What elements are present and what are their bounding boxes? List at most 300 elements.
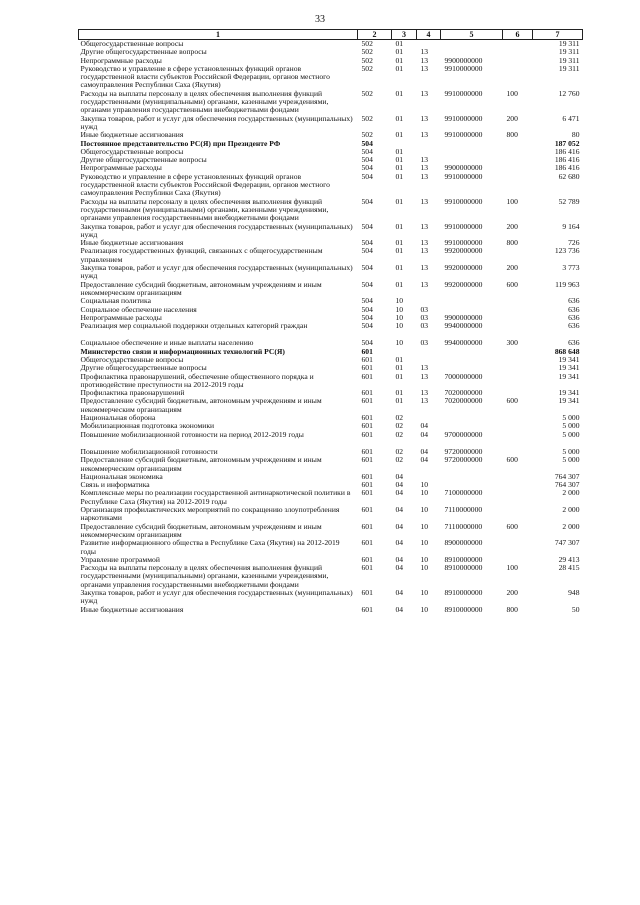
row-target-article xyxy=(441,48,503,56)
row-amount: 2 000 xyxy=(562,522,580,531)
row-target-article xyxy=(441,414,503,422)
row-name: Общегосударственные вопросы xyxy=(80,147,184,156)
row-expense-type xyxy=(503,489,533,506)
row-amount: 636 xyxy=(568,313,580,322)
row-subsection-2: 10 xyxy=(420,539,429,548)
row-name: Другие общегосударственные вопросы xyxy=(80,156,207,165)
row-subsection-2: 10 xyxy=(420,506,429,515)
table-row xyxy=(79,156,583,164)
row-target-article xyxy=(441,356,503,364)
row-section: 601 xyxy=(361,589,373,597)
row-section: 504 xyxy=(361,264,373,273)
row-section: 504 xyxy=(361,139,373,148)
row-target-article: 7100000000 xyxy=(444,489,483,498)
table-row xyxy=(79,414,583,422)
row-target-article: 8910000000 xyxy=(444,564,483,573)
row-subsection: 02 xyxy=(395,422,404,431)
row-subsection-2: 13 xyxy=(420,239,429,248)
row-amount: 186 416 xyxy=(554,156,580,165)
row-subsection-2: 03 xyxy=(420,338,429,348)
row-target-article: 7110000000 xyxy=(444,522,483,531)
row-section: 601 xyxy=(361,364,373,373)
row-target-article: 9900000000 xyxy=(444,56,483,65)
row-amount: 19 341 xyxy=(558,355,580,364)
row-target-article xyxy=(441,348,503,356)
row-target-article: 9900000000 xyxy=(444,313,483,322)
header-col-1: 1 xyxy=(79,30,358,40)
row-amount: 636 xyxy=(568,305,580,314)
row-section: 504 xyxy=(361,280,373,289)
row-name: Организация профилактических мероприятий по сокращению злоупотребления наркотиками xyxy=(80,506,340,523)
row-section: 504 xyxy=(361,338,373,348)
row-expense-type xyxy=(503,389,533,397)
row-expense-type xyxy=(503,473,533,481)
row-amount: 636 xyxy=(568,338,580,348)
row-expense-type: 600 xyxy=(506,456,518,465)
table-row xyxy=(79,40,583,49)
table-row xyxy=(79,131,583,139)
row-expense-type xyxy=(503,173,533,198)
row-subsection: 01 xyxy=(395,147,404,156)
row-expense-type xyxy=(503,306,533,314)
row-amount: 28 415 xyxy=(558,564,580,573)
row-target-article xyxy=(441,422,503,430)
row-subsection: 01 xyxy=(395,239,404,248)
row-subsection: 02 xyxy=(395,456,404,465)
row-expense-type: 800 xyxy=(506,605,518,614)
row-section: 502 xyxy=(361,39,373,48)
row-subsection: 04 xyxy=(395,589,404,597)
row-subsection: 01 xyxy=(395,372,404,381)
row-expense-type xyxy=(503,506,533,523)
row-subsection: 01 xyxy=(395,197,404,206)
table-row xyxy=(79,90,583,115)
table-row xyxy=(79,589,583,606)
row-subsection: 04 xyxy=(395,564,404,573)
table-row xyxy=(79,539,583,556)
row-target-article: 9910000000 xyxy=(444,131,483,140)
row-subsection xyxy=(392,140,417,148)
row-name: Реализация мер социальной поддержки отдельных категорий граждан xyxy=(80,322,308,331)
row-name: Комплексные меры по реализации государственной антинаркотической политики в Республике Саха (Якутия) на 2012-2019 годы xyxy=(80,489,351,506)
row-subsection: 01 xyxy=(395,355,404,364)
row-subsection: 04 xyxy=(395,489,404,498)
row-amount: 80 xyxy=(571,131,580,140)
table-row xyxy=(79,397,583,414)
row-target-article: 8910000000 xyxy=(444,589,483,597)
row-expense-type xyxy=(503,247,533,264)
row-amount: 187 052 xyxy=(554,139,580,148)
row-name: Непрограммные расходы xyxy=(80,56,162,65)
table-row xyxy=(79,314,583,322)
row-subsection-2 xyxy=(417,40,441,49)
row-subsection-2: 13 xyxy=(420,197,429,206)
row-target-article: 8910000000 xyxy=(444,605,483,614)
row-expense-type xyxy=(503,48,533,56)
header-row xyxy=(79,30,583,40)
row-target-article: 9910000000 xyxy=(444,222,483,231)
row-subsection: 01 xyxy=(395,156,404,165)
table-row xyxy=(79,422,583,430)
table-row xyxy=(79,348,583,356)
row-expense-type xyxy=(503,439,533,456)
table-row xyxy=(79,140,583,148)
row-section: 504 xyxy=(361,297,373,306)
row-subsection: 01 xyxy=(395,39,404,48)
table-row xyxy=(79,239,583,247)
row-target-article: 9700000000 xyxy=(444,430,483,439)
row-name: Социальная политика xyxy=(80,297,151,306)
row-subsection-2 xyxy=(417,148,441,156)
row-name: Общегосударственные вопросы xyxy=(80,355,184,364)
row-section: 601 xyxy=(361,446,373,456)
row-target-article: 9940000000 xyxy=(444,322,483,331)
row-subsection: 10 xyxy=(395,305,404,314)
row-section: 601 xyxy=(361,456,373,465)
row-target-article: 9920000000 xyxy=(444,247,483,256)
row-subsection-2: 13 xyxy=(420,64,429,73)
row-expense-type xyxy=(503,373,533,390)
table-row xyxy=(79,148,583,156)
row-section: 601 xyxy=(361,397,373,406)
row-section: 504 xyxy=(361,313,373,322)
row-expense-type: 800 xyxy=(506,131,518,140)
row-name: Национальная экономика xyxy=(80,472,163,481)
row-expense-type: 800 xyxy=(506,239,518,248)
row-amount: 3 773 xyxy=(562,264,580,273)
row-expense-type xyxy=(503,348,533,356)
row-subsection-2: 13 xyxy=(420,397,429,406)
row-amount: 868 648 xyxy=(554,347,580,356)
row-subsection-2: 03 xyxy=(420,305,429,314)
row-expense-type xyxy=(503,556,533,564)
row-expense-type xyxy=(503,140,533,148)
row-subsection: 01 xyxy=(395,64,404,73)
row-amount: 747 307 xyxy=(554,539,580,548)
row-target-article: 9920000000 xyxy=(444,280,483,289)
table-row xyxy=(79,65,583,90)
row-amount: 5 000 xyxy=(562,414,580,423)
row-subsection-2: 03 xyxy=(420,313,429,322)
row-amount: 9 164 xyxy=(562,222,580,231)
row-subsection-2: 10 xyxy=(420,489,429,498)
row-section: 601 xyxy=(361,472,373,481)
header-col-7: 7 xyxy=(533,30,583,40)
row-target-article: 9910000000 xyxy=(444,89,483,98)
row-target-article: 9720000000 xyxy=(444,446,483,456)
row-expense-type xyxy=(503,414,533,422)
row-amount: 6 471 xyxy=(562,114,580,123)
row-expense-type xyxy=(503,148,533,156)
row-name: Общегосударственные вопросы xyxy=(80,39,184,48)
row-target-article xyxy=(441,473,503,481)
row-expense-type xyxy=(503,364,533,372)
table-row xyxy=(79,431,583,439)
row-subsection: 02 xyxy=(395,414,404,423)
row-expense-type xyxy=(503,40,533,49)
row-amount: 19 341 xyxy=(558,364,580,373)
row-subsection-2: 13 xyxy=(420,364,429,373)
row-name: Руководство и управление в сфере установленных функций органов государственной власти субъектов Российской Федерации, органов местного самоуправления Республики Саха (Якутия) xyxy=(80,64,330,90)
table-row xyxy=(79,164,583,172)
row-section: 504 xyxy=(361,164,373,173)
row-amount: 19 311 xyxy=(558,48,580,57)
row-target-article xyxy=(441,306,503,314)
row-subsection-2 xyxy=(417,414,441,422)
row-target-article: 9910000000 xyxy=(444,64,483,73)
table-row xyxy=(79,489,583,506)
row-target-article: 7020000000 xyxy=(444,397,483,406)
table-row xyxy=(79,247,583,264)
row-target-article: 9940000000 xyxy=(444,338,483,348)
row-subsection-2: 03 xyxy=(420,322,429,331)
row-subsection-2: 13 xyxy=(420,164,429,173)
row-name: Министерство связи и информационных технологий РС(Я) xyxy=(80,347,285,356)
row-name: Другие общегосударственные вопросы xyxy=(80,364,207,373)
row-expense-type: 100 xyxy=(506,89,518,98)
row-subsection: 01 xyxy=(395,89,404,98)
row-section: 502 xyxy=(361,48,373,57)
row-section: 601 xyxy=(361,489,373,498)
row-name: Расходы на выплаты персоналу в целях обеспечения выполнения функций государственными (муниципальными) органами, казенными учреждениями, органами управления государственными внебюджетными фондами xyxy=(80,197,329,223)
row-subsection: 02 xyxy=(395,446,404,456)
row-subsection-2: 10 xyxy=(420,555,429,564)
row-amount: 726 xyxy=(568,239,580,248)
row-target-article: 9910000000 xyxy=(444,239,483,248)
budget-table xyxy=(78,29,583,614)
row-amount: 19 341 xyxy=(558,372,580,381)
row-target-article xyxy=(441,297,503,305)
row-target-article: 9910000000 xyxy=(444,197,483,206)
row-name: Иные бюджетные ассигнования xyxy=(80,131,184,140)
row-target-article xyxy=(441,156,503,164)
row-amount: 764 307 xyxy=(554,481,580,490)
row-target-article xyxy=(441,481,503,489)
row-amount: 19 341 xyxy=(558,389,580,398)
row-name: Предоставление субсидий бюджетным, автономным учреждениям и иным некоммерческим организациям xyxy=(80,456,322,473)
header-col-4: 4 xyxy=(417,30,441,40)
row-section: 502 xyxy=(361,114,373,123)
row-section: 502 xyxy=(361,56,373,65)
row-name: Закупка товаров, работ и услуг для обеспечения государственных (муниципальных) нужд xyxy=(80,222,353,239)
row-name: Закупка товаров, работ и услуг для обеспечения государственных (муниципальных) нужд xyxy=(80,114,353,131)
row-target-article: 9920000000 xyxy=(444,264,483,273)
table-row xyxy=(79,389,583,397)
row-subsection-2: 10 xyxy=(420,564,429,573)
row-name: Предоставление субсидий бюджетным, автономным учреждениям и иным некоммерческим организациям xyxy=(80,397,322,414)
table-row xyxy=(79,48,583,56)
row-name: Непрограммные расходы xyxy=(80,164,162,173)
table-row xyxy=(79,57,583,65)
row-subsection-2: 13 xyxy=(420,56,429,65)
row-amount: 19 311 xyxy=(558,56,580,65)
row-subsection: 01 xyxy=(395,247,404,256)
row-section: 504 xyxy=(361,322,373,331)
header-col-3: 3 xyxy=(392,30,417,40)
row-subsection-2: 13 xyxy=(420,114,429,123)
row-subsection: 04 xyxy=(395,539,404,548)
row-expense-type: 200 xyxy=(506,264,518,273)
row-subsection-2: 13 xyxy=(420,48,429,57)
row-amount: 186 416 xyxy=(554,147,580,156)
table-row xyxy=(79,373,583,390)
row-expense-type xyxy=(503,65,533,90)
row-name: Социальное обеспечение населения xyxy=(80,305,197,314)
row-subsection-2: 13 xyxy=(420,372,429,381)
row-section: 601 xyxy=(361,522,373,531)
row-amount: 5 000 xyxy=(562,446,580,456)
row-section: 504 xyxy=(361,247,373,256)
row-name: Закупка товаров, работ и услуг для обеспечения государственных (муниципальных) нужд xyxy=(80,264,353,281)
table-row xyxy=(79,297,583,305)
row-section: 601 xyxy=(361,372,373,381)
row-expense-type: 600 xyxy=(506,522,518,531)
row-subsection: 10 xyxy=(395,297,404,306)
row-expense-type xyxy=(503,156,533,164)
row-target-article: 8900000000 xyxy=(444,539,483,548)
row-section: 601 xyxy=(361,430,373,439)
table-row xyxy=(79,439,583,456)
row-subsection-2: 13 xyxy=(420,280,429,289)
table-row xyxy=(79,481,583,489)
row-section: 502 xyxy=(361,131,373,140)
row-target-article xyxy=(441,364,503,372)
row-expense-type xyxy=(503,356,533,364)
row-name: Непрограммные расходы xyxy=(80,313,162,322)
row-subsection: 01 xyxy=(395,364,404,373)
row-amount: 52 789 xyxy=(558,197,580,206)
row-subsection-2 xyxy=(417,473,441,481)
row-section: 502 xyxy=(361,64,373,73)
row-amount: 123 736 xyxy=(554,247,580,256)
row-subsection-2: 13 xyxy=(420,131,429,140)
row-target-article xyxy=(441,140,503,148)
row-section: 601 xyxy=(361,506,373,515)
row-amount: 50 xyxy=(571,605,580,614)
row-subsection-2: 13 xyxy=(420,172,429,181)
row-target-article: 7000000000 xyxy=(444,372,483,381)
table-row xyxy=(79,364,583,372)
row-subsection xyxy=(392,348,417,356)
row-subsection-2 xyxy=(417,140,441,148)
row-target-article: 9910000000 xyxy=(444,114,483,123)
table-row xyxy=(79,556,583,564)
row-amount: 119 963 xyxy=(555,280,580,289)
row-expense-type xyxy=(503,297,533,305)
row-subsection-2: 10 xyxy=(420,481,429,490)
row-subsection: 01 xyxy=(395,56,404,65)
table-row xyxy=(79,223,583,240)
row-subsection-2: 04 xyxy=(420,422,429,431)
row-section: 504 xyxy=(361,147,373,156)
table-row xyxy=(79,198,583,223)
row-subsection-2: 13 xyxy=(420,389,429,398)
table-row xyxy=(79,322,583,330)
row-name: Иные бюджетные ассигнования xyxy=(80,605,184,614)
row-subsection-2: 13 xyxy=(420,264,429,273)
row-section: 504 xyxy=(361,197,373,206)
header-col-5: 5 xyxy=(441,30,503,40)
row-name: Повышение мобилизационной готовности на период 2012-2019 годы xyxy=(80,430,304,439)
row-target-article xyxy=(441,148,503,156)
row-name: Социальное обеспечение и иные выплаты населению xyxy=(80,338,254,348)
row-amount: 186 416 xyxy=(554,164,580,173)
row-name: Развитие информационного общества в Республике Саха (Якутия) на 2012-2019 годы xyxy=(80,539,340,556)
row-expense-type: 100 xyxy=(506,564,518,573)
row-name: Мобилизационная подготовка экономики xyxy=(80,422,215,431)
row-subsection: 01 xyxy=(395,48,404,57)
row-name: Профилактика правонарушений, обеспечение общественного порядка и противодействие преступности на 2012-2019 годы xyxy=(80,372,314,389)
table-row xyxy=(79,264,583,281)
row-subsection-2 xyxy=(417,356,441,364)
row-name: Закупка товаров, работ и услуг для обеспечения государственных (муниципальных) нужд xyxy=(80,589,353,606)
row-target-article: 9910000000 xyxy=(444,172,483,181)
row-amount: 19 311 xyxy=(558,39,580,48)
row-name: Другие общегосударственные вопросы xyxy=(80,48,207,57)
row-subsection-2: 10 xyxy=(420,589,429,597)
row-subsection: 10 xyxy=(395,313,404,322)
page-number: 33 xyxy=(315,14,325,25)
row-amount: 19 341 xyxy=(558,397,580,406)
table-row xyxy=(79,173,583,198)
row-subsection: 10 xyxy=(395,322,404,331)
table-row xyxy=(79,356,583,364)
row-subsection-2: 13 xyxy=(420,156,429,165)
table-row xyxy=(79,330,583,347)
row-section: 601 xyxy=(361,422,373,431)
row-section: 502 xyxy=(361,89,373,98)
row-name: Управление программой xyxy=(80,555,160,564)
row-section: 601 xyxy=(361,555,373,564)
row-name: Связь и информатика xyxy=(80,481,150,490)
row-amount: 5 000 xyxy=(562,456,580,465)
row-name: Руководство и управление в сфере установленных функций органов государственной власти субъектов Российской Федерации, органов местного самоуправления Республики Саха (Якутия) xyxy=(80,172,330,198)
row-subsection: 01 xyxy=(395,264,404,273)
row-section: 601 xyxy=(361,564,373,573)
row-amount: 12 760 xyxy=(558,89,580,98)
row-subsection: 01 xyxy=(395,131,404,140)
table-row xyxy=(79,564,583,589)
row-target-article: 7020000000 xyxy=(444,389,483,398)
row-subsection: 01 xyxy=(395,222,404,231)
row-section: 601 xyxy=(361,605,373,614)
table-row xyxy=(79,456,583,473)
row-name: Постоянное представительство РС(Я) при Президенте РФ xyxy=(80,139,281,148)
row-expense-type: 200 xyxy=(506,114,518,123)
row-expense-type xyxy=(503,314,533,322)
table-row xyxy=(79,523,583,540)
row-name: Реализация государственных функций, связанных с общегосударственным управлением xyxy=(80,247,323,264)
row-section: 504 xyxy=(361,222,373,231)
row-subsection: 01 xyxy=(395,172,404,181)
row-target-article: 9720000000 xyxy=(444,456,483,465)
row-amount: 2 000 xyxy=(562,506,580,515)
header-col-6: 6 xyxy=(503,30,533,40)
row-subsection: 02 xyxy=(395,430,404,439)
row-expense-type: 300 xyxy=(506,338,518,348)
row-subsection-2 xyxy=(417,348,441,356)
row-subsection-2: 10 xyxy=(420,522,429,531)
row-expense-type xyxy=(503,481,533,489)
row-subsection-2: 04 xyxy=(420,430,429,439)
row-amount: 62 680 xyxy=(558,172,580,181)
row-name: Расходы на выплаты персоналу в целях обеспечения выполнения функций государственными (муниципальными) органами, казенными учреждениями, органами управления государственными внебюджетными фондами xyxy=(80,564,329,589)
row-subsection: 04 xyxy=(395,472,404,481)
row-expense-type: 200 xyxy=(506,222,518,231)
row-subsection: 04 xyxy=(395,605,404,614)
row-section: 504 xyxy=(361,156,373,165)
row-section: 601 xyxy=(361,414,373,423)
